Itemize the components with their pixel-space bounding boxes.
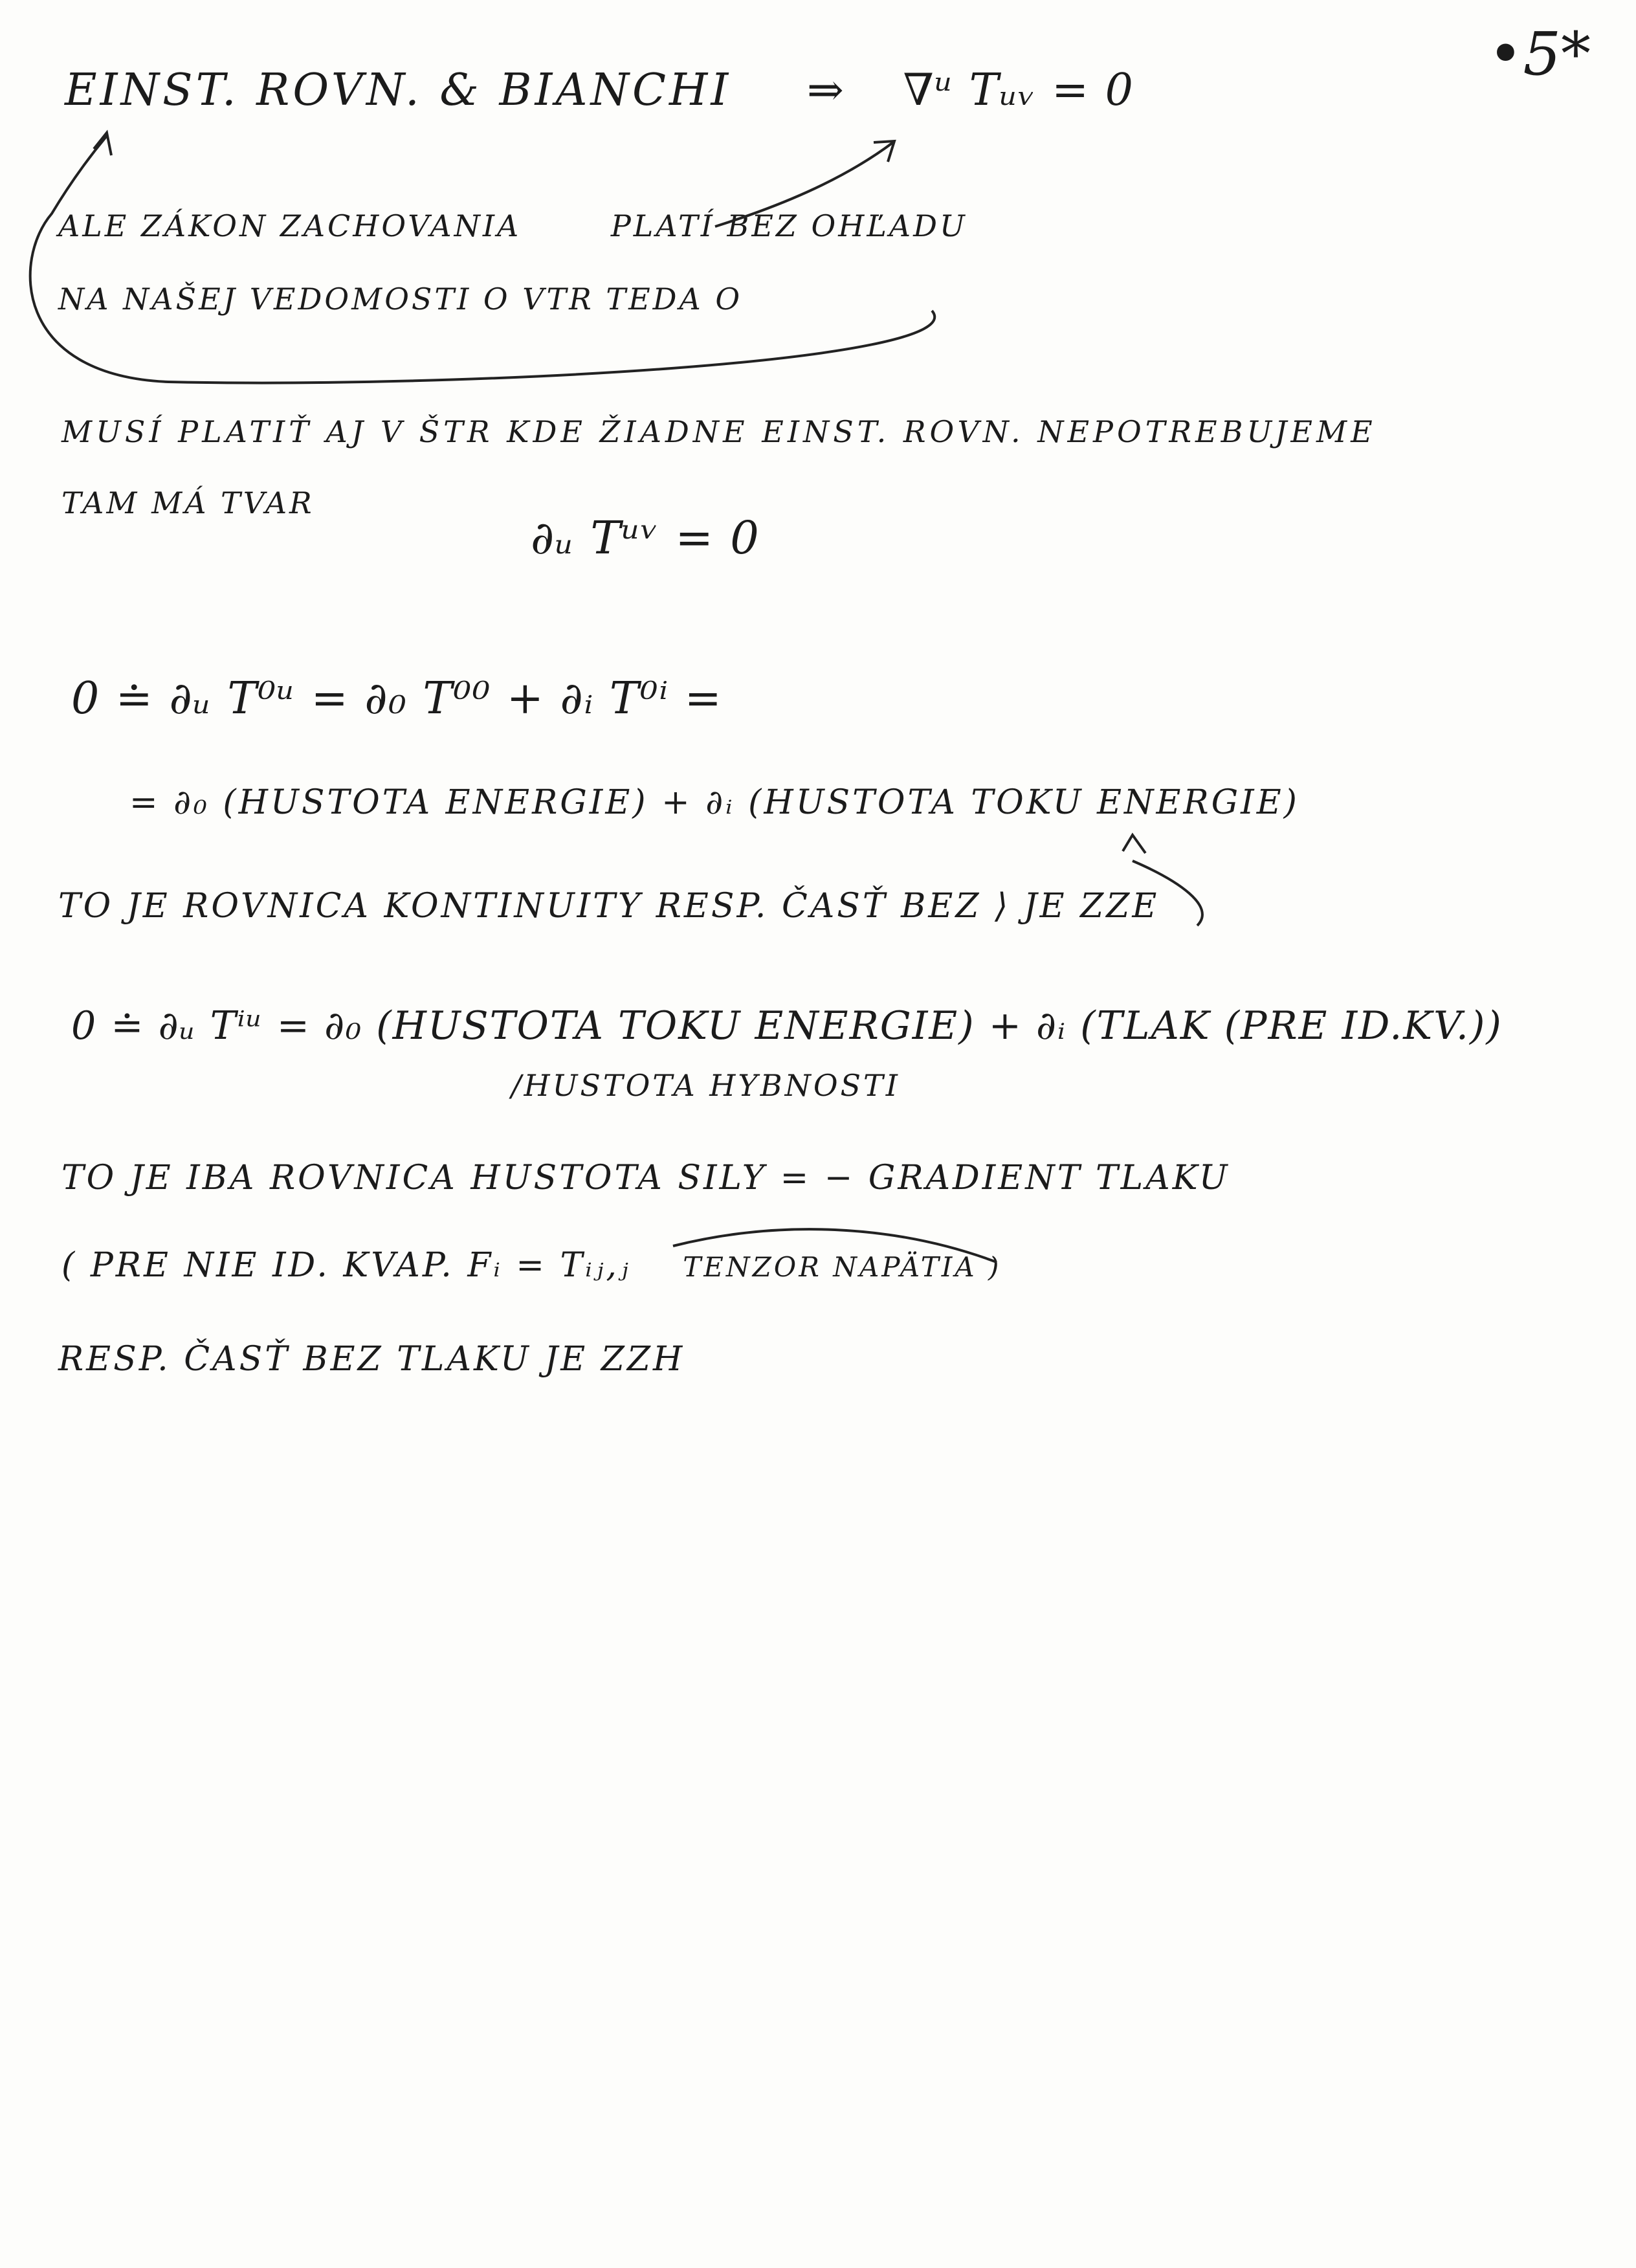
page-number: •5* <box>1488 19 1591 89</box>
note-text-1: ALE ZÁKON ZACHOVANIA <box>58 208 522 243</box>
einstein-bianchi-label: EINST. ROVN. & BIANCHI <box>65 65 732 116</box>
note-line-2: NA NAŠEJ VEDOMOSTI O VTR TEDA O <box>58 282 743 317</box>
arrow-to-energie-head <box>1123 835 1145 853</box>
tensor-label: TENZOR NAPÄTIA ) <box>683 1251 1002 1283</box>
eq1-line-1: 0 ≐ ∂ᵤ T⁰ᵘ = ∂₀ T⁰⁰ + ∂ᵢ T⁰ⁱ = <box>71 673 723 724</box>
para2-line-2: TAM MÁ TVAR <box>61 485 315 520</box>
eq1-line-2: = ∂₀ (HUSTOTA ENERGIE) + ∂ᵢ (HUSTOTA TOKU ENERGIE) <box>129 783 1299 822</box>
note-line-1 <box>58 208 967 243</box>
eq2-line-5: RESP. ČASŤ BEZ TLAKU JE ZZH <box>58 1340 685 1379</box>
eq2-line-1: 0 ≐ ∂ᵤ Tⁱᵘ = ∂₀ (HUSTOTA TOKU ENERGIE) + ∂ᵢ (TLAK (PRE ID.KV.)) <box>71 1003 1503 1049</box>
implies-arrow: ⇒ <box>806 65 847 116</box>
arrow-to-nabla-head <box>874 141 894 162</box>
eq2-line-2: /HUSTOTA HYBNOSTI <box>511 1068 900 1103</box>
eq2-line-4-text: ( PRE NIE ID. KVAP. Fᵢ = Tᵢⱼ,ⱼ <box>61 1246 631 1285</box>
eq1-comment: TO JE ROVNICA KONTINUITY RESP. ČASŤ BEZ ⟩ JE ZZE <box>58 887 1160 926</box>
loop-arrowhead <box>94 133 111 155</box>
partial-equation: ∂ᵤ Tᵘᵛ = 0 <box>531 511 760 564</box>
para2-line-1: MUSÍ PLATIŤ AJ V ŠTR KDE ŽIADNE EINST. ROVN. NEPOTREBUJEME <box>61 414 1376 449</box>
loop-arrow-to-einstein <box>30 136 935 383</box>
line-einstein-bianchi <box>65 65 1134 116</box>
note-text-1b: PLATÍ BEZ OHĽADU <box>610 208 967 243</box>
eq2-comment: TO JE IBA ROVNICA HUSTOTA SILY = − GRADIENT TLAKU <box>61 1159 1230 1197</box>
divergence-equation: ∇ᵘ Tᵤᵥ = 0 <box>903 65 1134 116</box>
eq2-line-4 <box>61 1246 1001 1285</box>
